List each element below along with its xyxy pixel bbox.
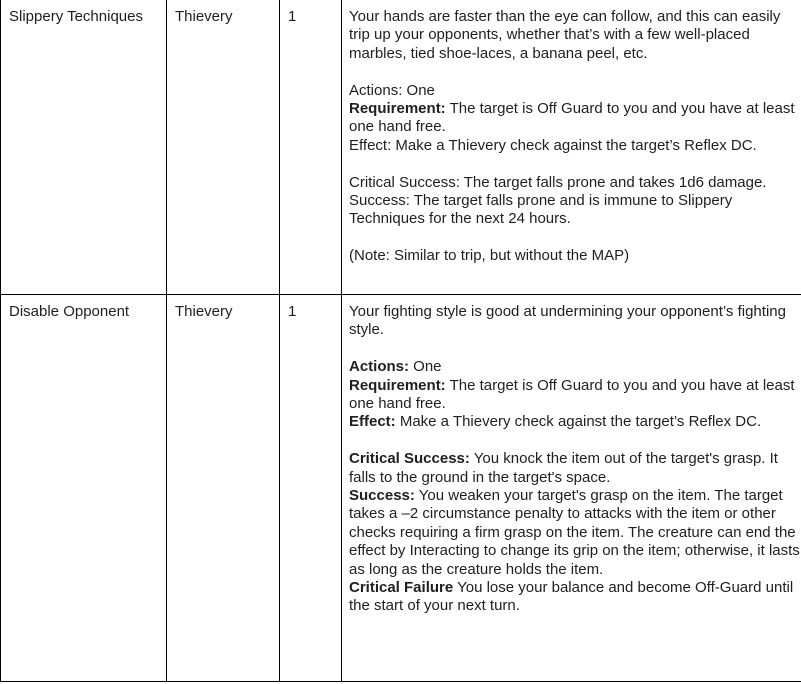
critical-failure-label: Critical Failure: [349, 579, 454, 597]
feat-intro: Your fighting style is good at undermining your opponent’s fighting style.: [349, 303, 786, 339]
feat-effect: Effect: Make a Thievery check against the target’s Reflex DC.: [349, 136, 757, 154]
requirement-label: Requirement:: [349, 376, 446, 394]
feat-description-cell: [342, 0, 801, 295]
requirement-text: The target is Off Guard to you and you have at least one hand free.: [349, 100, 795, 136]
feat-actions: [349, 358, 801, 376]
actions-label: Actions:: [349, 358, 409, 376]
feat-requirement: [349, 100, 801, 137]
critical-success-text: You knock the item out of the target's grasp. It falls to the ground in the target's space.: [349, 450, 778, 486]
critical-success-label: Critical Success:: [349, 450, 470, 468]
feat-skill-cell: Thievery: [167, 0, 280, 295]
success-text: You weaken your target's grasp on the item. The target takes a –2 circumstance penalty to attacks with the item or other checks requiring a firm grasp on the item. The creature can end the effect by Interacting to change its grip on the item; otherwise, it lasts as long as the creature holds the item.: [349, 487, 800, 578]
requirement-text: The target is Off Guard to you and you have at least one hand free.: [349, 376, 795, 413]
feat-note: (Note: Similar to trip, but without the MAP): [349, 247, 630, 265]
feat-skill-cell: Thievery: [167, 295, 280, 682]
feat-requirement: [349, 377, 801, 414]
feat-success: [349, 487, 801, 579]
feat-intro: Your hands are faster than the eye can follow, and this can easily trip up your opponents, whether that’s with a few well-placed marbles, tied shoe-laces, a banana peel, etc.: [349, 8, 781, 62]
feat-critical-success: [349, 450, 801, 487]
requirement-label: Requirement:: [349, 100, 446, 118]
table-row: [1, 295, 801, 682]
effect-text: Make a Thievery check against the target’s Reflex DC.: [395, 413, 762, 431]
feat-name-cell: Slippery Techniques: [1, 0, 167, 295]
feat-critical-success: Critical Success: The target falls prone and takes 1d6 damage.: [349, 173, 767, 191]
table-row: [1, 0, 801, 295]
feat-actions: Actions: One: [349, 81, 435, 99]
feat-critical-failure: [349, 579, 801, 616]
feat-success: Success: The target falls prone and is immune to Slippery Techniques for the next 24 hours.: [349, 192, 733, 228]
actions-text: One: [409, 358, 442, 376]
critical-failure-text: You lose your balance and become Off-Guard until the start of your next turn.: [349, 579, 794, 615]
feat-effect: [349, 413, 801, 431]
feat-level-cell: 1: [280, 0, 342, 295]
feat-description-cell: [342, 295, 801, 682]
success-label: Success:: [349, 487, 415, 505]
feat-level-cell: 1: [280, 295, 342, 682]
feat-name-cell: Disable Opponent: [1, 295, 167, 682]
effect-label: Effect:: [349, 413, 396, 431]
